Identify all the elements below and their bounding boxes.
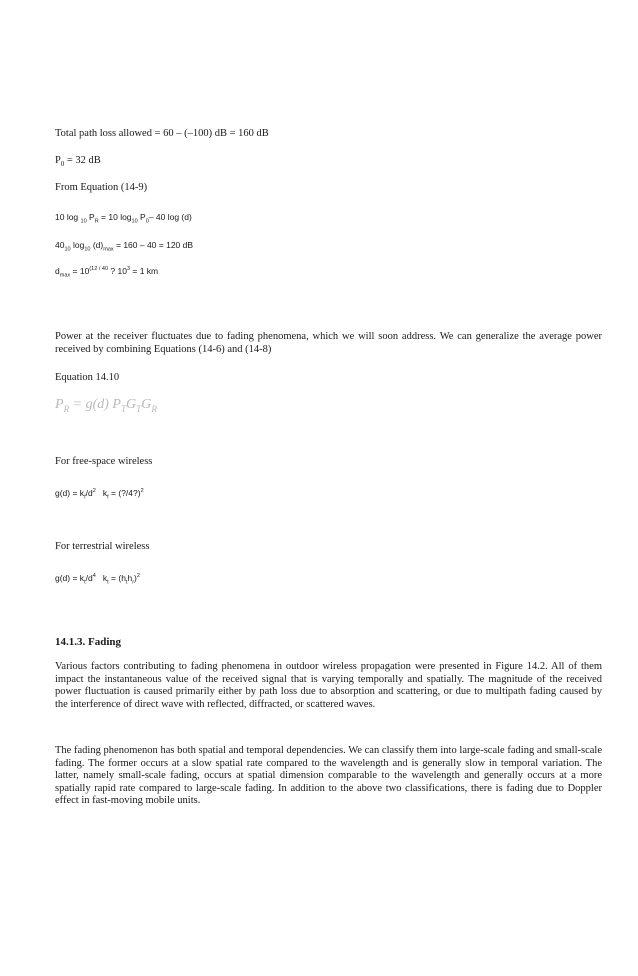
equation-label-text: Equation 14.10 bbox=[55, 372, 120, 383]
tr-sub: t bbox=[107, 579, 109, 586]
eq-img-part: P bbox=[55, 397, 64, 412]
eq2-sub: 10 bbox=[64, 246, 71, 253]
eq1-part: P bbox=[86, 212, 95, 222]
eq-img-sub: T bbox=[136, 403, 142, 414]
fs-part: /d bbox=[85, 488, 93, 498]
eq2-sub: 10 bbox=[84, 246, 91, 253]
path-loss-text: Total path loss allowed = 60 – (–100) dB = 160 dB bbox=[55, 128, 269, 139]
tr-sub: t bbox=[84, 579, 86, 586]
equation-label bbox=[55, 372, 119, 383]
fs-sub: f bbox=[84, 494, 86, 501]
terrestrial-label-text: For terrestrial wireless bbox=[55, 541, 150, 552]
eq1-sub: 10 bbox=[80, 218, 87, 225]
free-space-equation bbox=[55, 488, 144, 501]
paragraph-received-power: Power at the receiver fluctuates due to fading phenomena, which we will soon address. We can generalize the average power received by combining Equations (14-6) and (14-8) bbox=[55, 331, 602, 355]
eq3-part: d bbox=[55, 266, 60, 276]
paragraph-fading-factors: Various factors contributing to fading phenomena in outdoor wireless propagation were presented in Figure 14.2. All of them impact the instantaneous value of the received signal that is varying temporally and spatially. The magnitude of the received power fluctuation is caused primarily either by path loss due to absorption and scattering, or due to multipath fading caused by the interference of direct wave with reflected, diffracted, or scattered waves. bbox=[55, 661, 602, 710]
eq3-sub: max bbox=[59, 272, 71, 279]
from-equation-line bbox=[55, 182, 147, 193]
equation-2 bbox=[55, 240, 194, 253]
fs-sup: 2 bbox=[140, 488, 144, 495]
eq1-sub: R bbox=[94, 218, 99, 225]
section-heading: 14.1.3. Fading bbox=[55, 636, 122, 648]
tr-sub: t bbox=[125, 579, 128, 586]
eq1-sub: 10 bbox=[131, 218, 138, 225]
fs-sup: 2 bbox=[92, 488, 96, 495]
free-space-label-text: For free-space wireless bbox=[55, 456, 153, 467]
path-loss-line bbox=[55, 128, 269, 139]
tr-sup: 2 bbox=[136, 573, 140, 580]
eq3-part: = 10 bbox=[70, 266, 90, 276]
tr-part: h bbox=[127, 573, 133, 583]
tr-part: = (h bbox=[108, 573, 126, 583]
eq2-part: = 160 – 40 = 120 dB bbox=[113, 240, 194, 250]
tr-sub: r bbox=[132, 579, 135, 586]
fs-sub: f bbox=[107, 494, 109, 501]
eq1-part: P bbox=[137, 212, 146, 222]
eq1-part: = 10 log bbox=[98, 212, 132, 222]
p0-line bbox=[55, 155, 101, 169]
eq-img-sub: R bbox=[63, 403, 70, 414]
equation-3 bbox=[55, 266, 159, 279]
tr-part: ) bbox=[134, 573, 137, 583]
eq-img-sub: T bbox=[120, 403, 127, 414]
fs-part: k bbox=[95, 488, 108, 498]
fs-part: = (?/4?) bbox=[108, 488, 141, 498]
eq2-part: 40 bbox=[55, 240, 65, 250]
free-space-label bbox=[55, 456, 152, 467]
fs-part: g(d) = k bbox=[55, 488, 85, 498]
p0-subscript: 0 bbox=[60, 161, 65, 169]
eq-img-sub: R bbox=[151, 403, 157, 414]
eq-img-part: G bbox=[126, 397, 137, 412]
eq2-sub: max bbox=[103, 246, 114, 253]
tr-part: g(d) = k bbox=[55, 573, 85, 583]
tr-part: /d bbox=[85, 573, 93, 583]
equation-14-10-image bbox=[55, 397, 157, 413]
eq1-part: – 40 log (d) bbox=[148, 212, 192, 222]
eq2-part: (d) bbox=[90, 240, 104, 250]
tr-sup: 4 bbox=[92, 573, 96, 580]
eq3-sup: 3 bbox=[126, 266, 131, 273]
eq3-part: = 1 km bbox=[130, 266, 159, 276]
eq2-part: log bbox=[70, 240, 85, 250]
eq-img-part: = g(d) P bbox=[69, 397, 121, 412]
eq1-sub: 0 bbox=[145, 218, 149, 225]
from-equation-text: From Equation (14-9) bbox=[55, 182, 148, 193]
terrestrial-equation bbox=[55, 573, 140, 586]
eq-img-part: G bbox=[141, 397, 152, 412]
p0-value: = 32 dB bbox=[64, 155, 101, 166]
eq3-part: ? 10 bbox=[108, 266, 127, 276]
p0-symbol: P bbox=[55, 155, 61, 166]
tr-part: k bbox=[95, 573, 108, 583]
equation-1 bbox=[55, 212, 192, 225]
eq3-sup: (12 / 40 bbox=[89, 266, 109, 273]
paragraph-fading-types: The fading phenomenon has both spatial and temporal dependencies. We can classify them into large-scale fading and small-scale fading. The former occurs at a slow spatial rate compared to the wavelength and is generally slow in temporal variation. The latter, namely small-scale fading, occurs at spatial dimension comparable to the wavelength and generally occurs at a more spatially rapid rate compared to large-scale fading. In addition to the above two classifications, there is fading due to Doppler effect in fast-moving mobile units. bbox=[55, 745, 602, 806]
terrestrial-label bbox=[55, 541, 149, 552]
eq1-part: 10 log bbox=[55, 212, 81, 222]
